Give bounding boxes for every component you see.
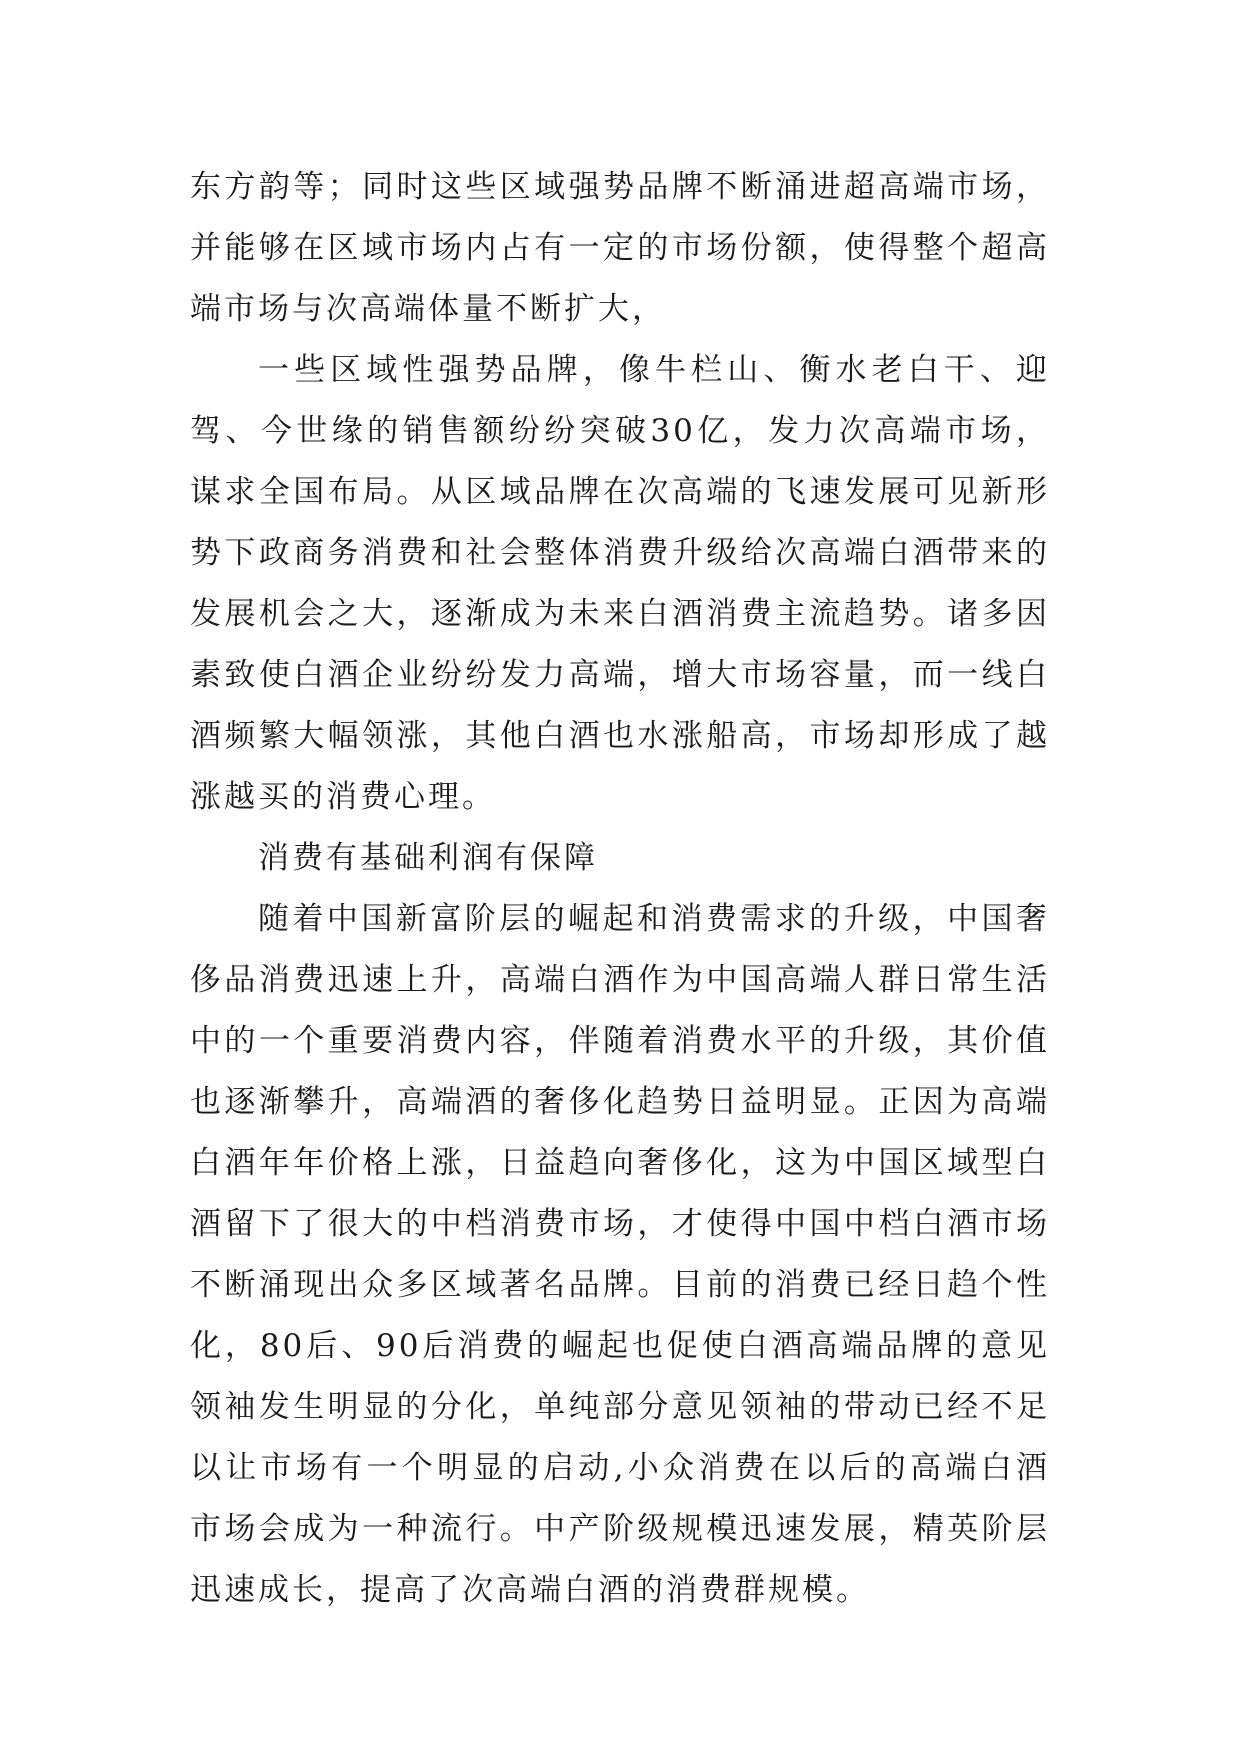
paragraph-regional-brands: 一些区域性强势品牌，像牛栏山、衡水老白干、迎驾、今世缘的销售额纷纷突破30亿，发力次高端市场，谋求全国布局。从区域品牌在次高端的飞速发展可见新形势下政商务消费和社会整体消费升级给次高端白酒带来的发展机会之大，逐渐成为未来白酒消费主流趋势。诸多因素致使白酒企业纷纷发力高端，增大市场容量，而一线白酒频繁大幅领涨，其他白酒也水涨船高，市场却形成了越涨越买的消费心理。 [190,352,1050,815]
document-body [190,157,1050,1621]
section-heading: 消费有基础利润有保障 [258,840,598,876]
paragraph-continued: 东方韵等；同时这些区域强势品牌不断涌进超高端市场，并能够在区域市场内占有一定的市场份额，使得整个超高端市场与次高端体量不断扩大， [190,169,1050,327]
paragraph-consumption-upgrade: 随着中国新富阶层的崛起和消费需求的升级，中国奢侈品消费迅速上升，高端白酒作为中国高端人群日常生活中的一个重要消费内容，伴随着消费水平的升级，其价值也逐渐攀升，高端酒的奢侈化趋势日益明显。正因为高端白酒年年价格上涨，日益趋向奢侈化，这为中国区域型白酒留下了很大的中档消费市场，才使得中国中档白酒市场不断涌现出众多区域著名品牌。目前的消费已经日趋个性化，80后、90后消费的崛起也促使白酒高端品牌的意见领袖发生明显的分化，单纯部分意见领袖的带动已经不足以让市场有一个明显的启动,小众消费在以后的高端白酒市场会成为一种流行。中产阶级规模迅速发展，精英阶层迅速成长，提高了次高端白酒的消费群规模。 [190,901,1050,1608]
